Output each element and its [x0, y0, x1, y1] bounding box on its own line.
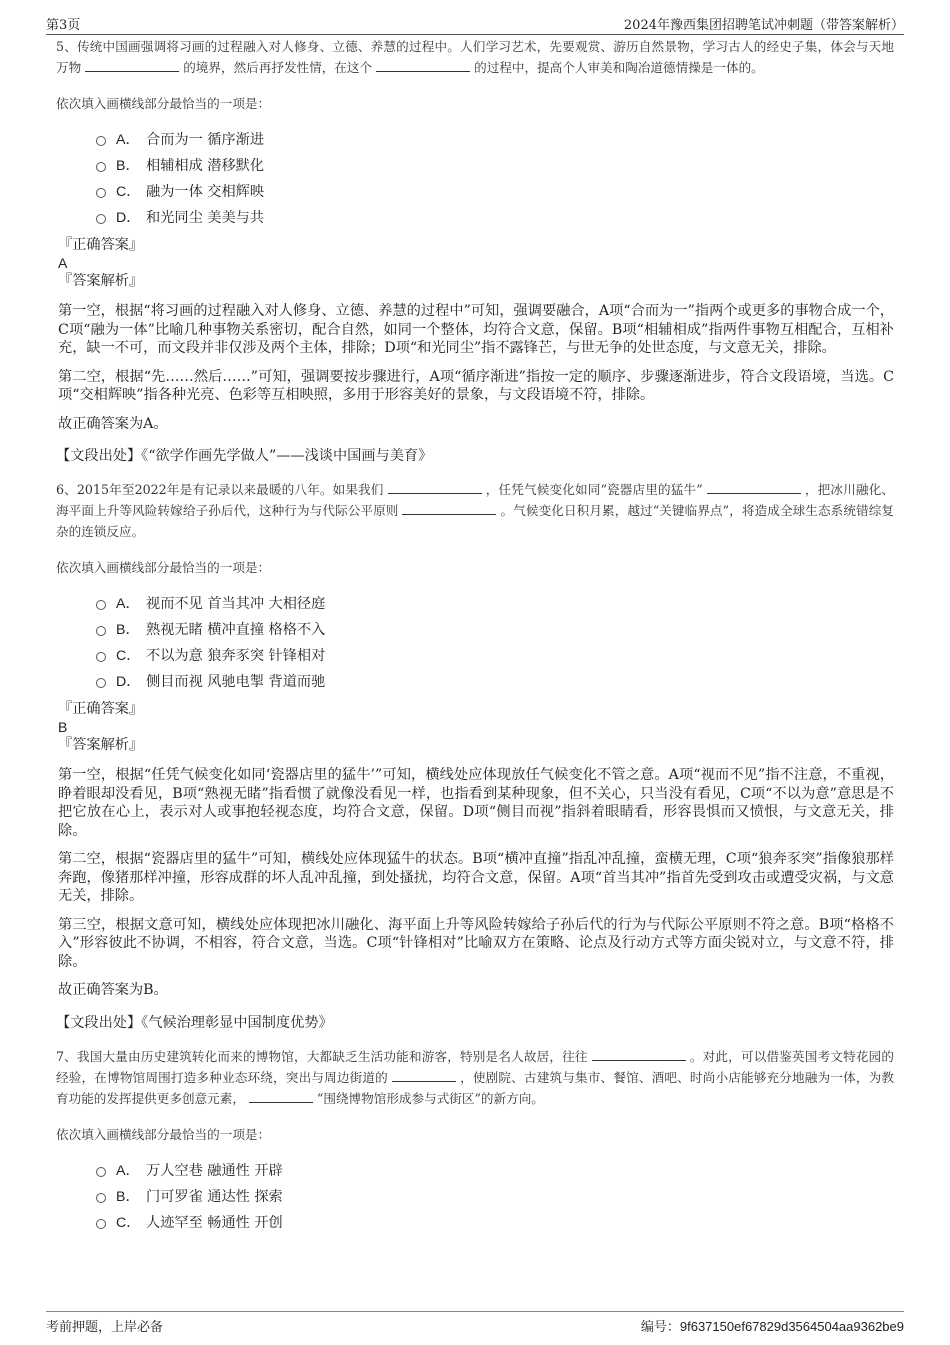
- question-6: [56, 479, 894, 1032]
- analysis-label: 『答案解析』: [58, 273, 144, 289]
- fill-blank: [592, 1048, 686, 1061]
- page-header: [46, 14, 904, 35]
- answer-label: 『正确答案』: [58, 701, 144, 717]
- answer-value: A: [58, 255, 68, 271]
- question-instruction: 依次填入画横线部分最恰当的一项是：: [56, 560, 271, 575]
- question-7: [56, 1046, 894, 1235]
- answer-label: 『正确答案』: [58, 237, 144, 253]
- source-citation: 【文段出处】《气候治理彰显中国制度优势》: [56, 1014, 333, 1031]
- radio-icon[interactable]: [96, 1219, 106, 1229]
- footer-slogan: 考前押题，上岸必备: [46, 1320, 164, 1335]
- analysis-paragraph: 第二空，根据“先……然后……”可知，强调要按步骤进行，A项“循序渐进”指按一定的顺序、步骤逐渐进步，符合文段语境，当选。C项“交相辉映”指各种光亮、色彩等互相映照，多用于形容美好的景象，与文段语境不符，排除。: [58, 368, 894, 403]
- analysis-paragraph: 第一空，根据“将习画的过程融入对人修身、立德、养慧的过程中”可知，强调要融合，A项“合而为一”指两个或更多的事物合成一个，C项“融为一体”比喻几种事物关系密切，配合自然，如同一个整体，均符合文意，保留。B项“相辅相成”指两件事物互相配合，互相补充，缺一不可，而文段并非仅涉及两个主体，排除；D项“和光同尘”指不露锋芒，与世无争的处世态度，与文意无关，排除。: [58, 303, 894, 356]
- analysis-paragraph: 第二空，根据“瓷器店里的猛牛”可知，横线处应体现猛牛的状态。B项“横冲直撞”指乱冲乱撞，蛮横无理，C项“狼奔豕突”指像狼那样奔跑，像猪那样冲撞，形容成群的坏人乱冲乱撞，到处搔扰，均符合文意，保留。A项“首当其冲”指首先受到攻击或遭受灾祸，与文意无关，排除。: [58, 851, 894, 904]
- radio-icon[interactable]: [96, 214, 106, 224]
- option-a[interactable]: A． 万人空巷 融通性 开辟: [96, 1157, 894, 1183]
- question-instruction: 依次填入画横线部分最恰当的一项是：: [56, 96, 271, 111]
- option-a[interactable]: A． 视而不见 首当其冲 大相径庭: [96, 590, 894, 616]
- option-b[interactable]: B． 相辅相成 潜移默化: [96, 152, 894, 178]
- radio-icon[interactable]: [96, 600, 106, 610]
- question-instruction: 依次填入画横线部分最恰当的一项是：: [56, 1126, 271, 1142]
- option-d[interactable]: D． 侧目而视 风驰电掣 背道而驰: [96, 668, 894, 694]
- analysis-conclusion: 故正确答案为B。: [58, 982, 168, 998]
- option-b[interactable]: B． 门可罗雀 通达性 探索: [96, 1183, 894, 1209]
- document-code: 编号：9f637150ef67829d3564504aa9362be9: [640, 1319, 904, 1335]
- analysis-paragraph: 第一空，根据“任凭气候变化如同‘瓷器店里的猛牛’”可知，横线处应体现放任气候变化不管之意。A项“视而不见”指不注意，不重视，睁着眼却没看见，B项“熟视无睹”指看惯了就像没看见一样，也指看到某种现象，但不关心，只当没有看见，C项“不以为意”意思是不把它放在心上，表示对人或事抱轻视态度，均符合文意，保留。D项“侧目而视”指斜着眼睛看，形容畏惧而又愤恨，与文意无关，排除。: [58, 767, 894, 839]
- radio-icon[interactable]: [96, 136, 106, 146]
- page-footer: [46, 1311, 904, 1336]
- radio-icon[interactable]: [96, 652, 106, 662]
- analysis-paragraph: 第三空，根据文意可知，横线处应体现把冰川融化、海平面上升等风险转嫁给子孙后代的行为与代际公平原则不符之意。B项“格格不入”形容彼此不协调，不相容，符合文意，当选。C项“针锋相对”比喻双方在策略、论点及行动方式等方面尖锐对立，与文意不符，排除。: [58, 916, 894, 970]
- question-stem: 6、2015年至2022年是有记录以来最暖的八年。如果我们 ，任凭气候变化如同“瓷器店里的猛牛” ，把冰川融化、海平面上升等风险转嫁给子孙后代，这种行为与代际公平原则 。气候变化日积月累，越过“关键临界点”，将造成全球生态系统错综复杂的连锁反应。: [56, 482, 894, 539]
- page-content: [56, 36, 894, 1241]
- fill-blank: [392, 1069, 456, 1082]
- question-5: [56, 36, 894, 465]
- radio-icon[interactable]: [96, 1167, 106, 1177]
- document-title: 2024年豫西集团招聘笔试冲刺题（带答案解析）: [623, 18, 904, 33]
- fill-blank: [376, 59, 470, 72]
- fill-blank: [249, 1090, 313, 1103]
- radio-icon[interactable]: [96, 188, 106, 198]
- analysis-label: 『答案解析』: [58, 737, 144, 753]
- radio-icon[interactable]: [96, 162, 106, 172]
- radio-icon[interactable]: [96, 1193, 106, 1203]
- radio-icon[interactable]: [96, 678, 106, 688]
- fill-blank: [388, 481, 482, 494]
- analysis-conclusion: 故正确答案为A。: [58, 415, 168, 432]
- option-a[interactable]: A． 合而为一 循序渐进: [96, 126, 894, 152]
- answer-value: B: [58, 719, 68, 735]
- source-citation: 【文段出处】《“欲学作画先学做人”——浅谈中国画与美育》: [56, 448, 433, 464]
- fill-blank: [402, 502, 496, 515]
- option-c[interactable]: C． 人迹罕至 畅通性 开创: [96, 1209, 894, 1235]
- radio-icon[interactable]: [96, 626, 106, 636]
- option-c[interactable]: C． 融为一体 交相辉映: [96, 178, 894, 204]
- option-list: [96, 590, 894, 694]
- option-b[interactable]: B． 熟视无睹 横冲直撞 格格不入: [96, 616, 894, 642]
- fill-blank: [707, 481, 801, 494]
- option-d[interactable]: D． 和光同尘 美美与共: [96, 204, 894, 230]
- fill-blank: [85, 59, 179, 72]
- page-number: 第3页: [46, 18, 81, 33]
- question-stem: 5、传统中国画强调将习画的过程融入对人修身、立德、养慧的过程中。人们学习艺术，先要观赏、游历自然景物，学习古人的经史子集，体会与天地万物 的境界，然后再抒发性情，在这个 的过程中，提高个人审美和陶冶道德情操是一体的。: [56, 39, 894, 75]
- option-c[interactable]: C． 不以为意 狼奔豕突 针锋相对: [96, 642, 894, 668]
- option-list: [96, 1157, 894, 1235]
- option-list: [96, 126, 894, 230]
- question-stem: 7、我国大量由历史建筑转化而来的博物馆，大都缺乏生活功能和游客，特别是名人故居，往往 。对此，可以借鉴英国考文特花园的经验，在博物馆周围打造多种业态环绕，突出与周边街道的 ，使剧院、古建筑与集市、餐馆、酒吧、时尚小店能够充分地融为一体，为教育功能的发挥提供更多创意元素， “围绕博物馆形成参与式街区”的新方向。: [56, 1048, 895, 1106]
